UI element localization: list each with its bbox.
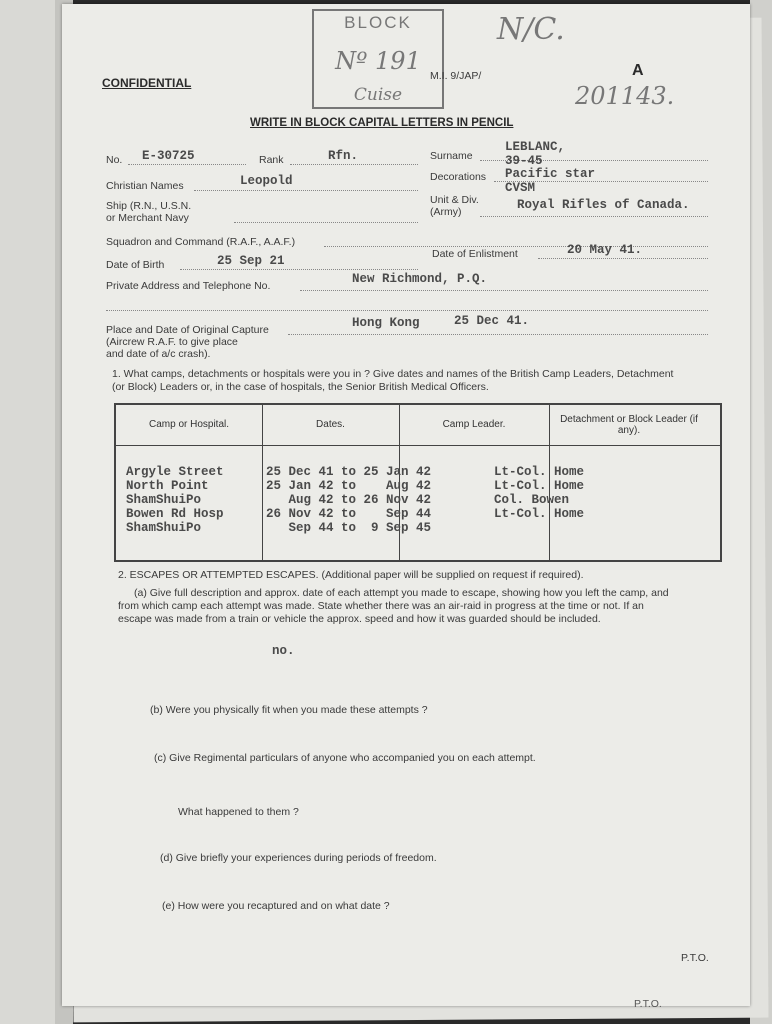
- question-2d: (d) Give briefly your experiences during periods of freedom.: [160, 852, 437, 864]
- address-label: Private Address and Telephone No.: [106, 280, 271, 292]
- confidential-label: CONFIDENTIAL: [102, 76, 192, 90]
- unit-value: Royal Rifles of Canada.: [517, 198, 690, 212]
- enlistment-label: Date of Enlistment: [432, 248, 518, 260]
- date-of-birth-value: 25 Sep 21: [217, 254, 285, 268]
- leader-entry: Lt-Col. Home: [494, 479, 585, 493]
- form-reference: M.I. 9/JAP/: [430, 70, 482, 82]
- date-of-birth-label: Date of Birth: [106, 259, 165, 271]
- christian-names-label: Christian Names: [106, 180, 184, 192]
- capture-label-3: and date of a/c crash).: [106, 348, 211, 360]
- stamp-signature: Cuise: [353, 85, 403, 105]
- question-1-line-1: 1. What camps, detachments or hospitals were you in ? Give dates and names of the British Camp Leaders, Detachment: [112, 368, 674, 380]
- capture-label-2: (Aircrew R.A.F. to give place: [106, 336, 238, 348]
- capture-label-1: Place and Date of Original Capture: [106, 324, 269, 336]
- question-2-title: 2. ESCAPES OR ATTEMPTED ESCAPES. (Additional paper will be supplied on request if required).: [118, 569, 584, 581]
- camp-entry: Argyle Street: [126, 465, 224, 479]
- leader-entry: Col. Bowen: [494, 493, 570, 507]
- service-number-label: No.: [106, 154, 123, 166]
- date-entry: Sep 44 to 9 Sep 45: [266, 521, 432, 535]
- pto-label-underlying-page: P.T.O.: [634, 998, 662, 1010]
- leader-entry: [494, 521, 584, 535]
- camps-table: [114, 403, 722, 562]
- medal-value: 39-45: [505, 154, 543, 168]
- surname-value: LEBLANC,: [505, 140, 566, 154]
- instruction-heading: WRITE IN BLOCK CAPITAL LETTERS IN PENCIL: [250, 117, 514, 129]
- block-stamp: [312, 9, 444, 109]
- question-2c: (c) Give Regimental particulars of anyone who accompanied you on each attempt.: [154, 752, 536, 764]
- decorations-value-2: CVSM: [505, 181, 536, 195]
- camp-column: [126, 465, 224, 535]
- handwritten-nc: N/C.: [497, 12, 565, 47]
- question-2b: (b) Were you physically fit when you made these attempts ?: [150, 704, 428, 716]
- question-2a-line-1: (a) Give full description and approx. date of each attempt you made to escape, showing how you left the camp, and: [134, 587, 669, 599]
- ship-label-2: or Merchant Navy: [106, 212, 189, 224]
- unit-label-1: Unit & Div.: [430, 194, 479, 206]
- form-page: [62, 4, 750, 1006]
- rank-value: Rfn.: [328, 149, 359, 163]
- header-detachment-leader: Detachment or Block Leader (if any).: [560, 413, 698, 436]
- stamp-number: Nº 191: [335, 47, 421, 75]
- date-entry: 25 Jan 42 to Aug 42: [266, 479, 432, 493]
- unit-label-2: (Army): [430, 206, 462, 218]
- camp-entry: North Point: [126, 479, 209, 493]
- leader-column: [494, 465, 584, 535]
- squadron-label: Squadron and Command (R.A.F., A.A.F.): [106, 236, 296, 248]
- date-entry: 25 Dec 41 to 25 Jan 42: [266, 465, 432, 479]
- question-1-line-2: (or Block) Leaders or, in the case of hospitals, the Senior British Medical Officers.: [112, 381, 489, 393]
- date-entry: 26 Nov 42 to Sep 44: [266, 507, 432, 521]
- capture-place-value: Hong Kong: [352, 316, 420, 330]
- question-2e: (e) How were you recaptured and on what date ?: [162, 900, 390, 912]
- pto-label: P.T.O.: [681, 952, 709, 964]
- rank-label: Rank: [259, 154, 284, 166]
- camp-entry: Bowen Rd Hosp: [126, 507, 224, 521]
- question-2a-line-2: from which camp each attempt was made. State whether there was an air-raid in progress at the time or not. If an: [118, 600, 644, 612]
- stamp-line1: BLOCK: [344, 13, 412, 32]
- form-letter: A: [632, 62, 644, 79]
- christian-names-value: Leopold: [240, 174, 293, 188]
- surname-label: Surname: [430, 150, 473, 162]
- camp-entry: ShamShuiPo: [126, 521, 202, 535]
- address-value: New Richmond, P.Q.: [352, 272, 488, 286]
- enlistment-value: 20 May 41.: [567, 243, 643, 257]
- question-2c-followup: What happened to them ?: [178, 806, 299, 818]
- leader-entry: Lt-Col. Home: [494, 507, 585, 521]
- decorations-label: Decorations: [430, 171, 487, 183]
- camp-entry: ShamShuiPo: [126, 493, 202, 507]
- header-camp-leader: Camp Leader.: [442, 419, 506, 431]
- escape-answer: no.: [272, 644, 295, 658]
- date-entry: Aug 42 to 26 Nov 42: [266, 493, 432, 507]
- binder-background: [0, 0, 60, 1024]
- service-number-value: E-30725: [142, 149, 195, 163]
- handwritten-number: 201143.: [575, 82, 675, 110]
- header-camp: Camp or Hospital.: [148, 419, 230, 431]
- dates-column: [266, 465, 431, 535]
- header-dates: Dates.: [316, 419, 345, 431]
- leader-entry: Lt-Col. Home: [494, 465, 585, 479]
- question-2a-line-3: escape was made from a train or vehicle the approx. speed and how it was guarded should be included.: [118, 613, 601, 625]
- capture-date-value: 25 Dec 41.: [454, 314, 530, 328]
- ship-label-1: Ship (R.N., U.S.N.: [106, 200, 192, 212]
- decorations-value-1: Pacific star: [505, 167, 596, 181]
